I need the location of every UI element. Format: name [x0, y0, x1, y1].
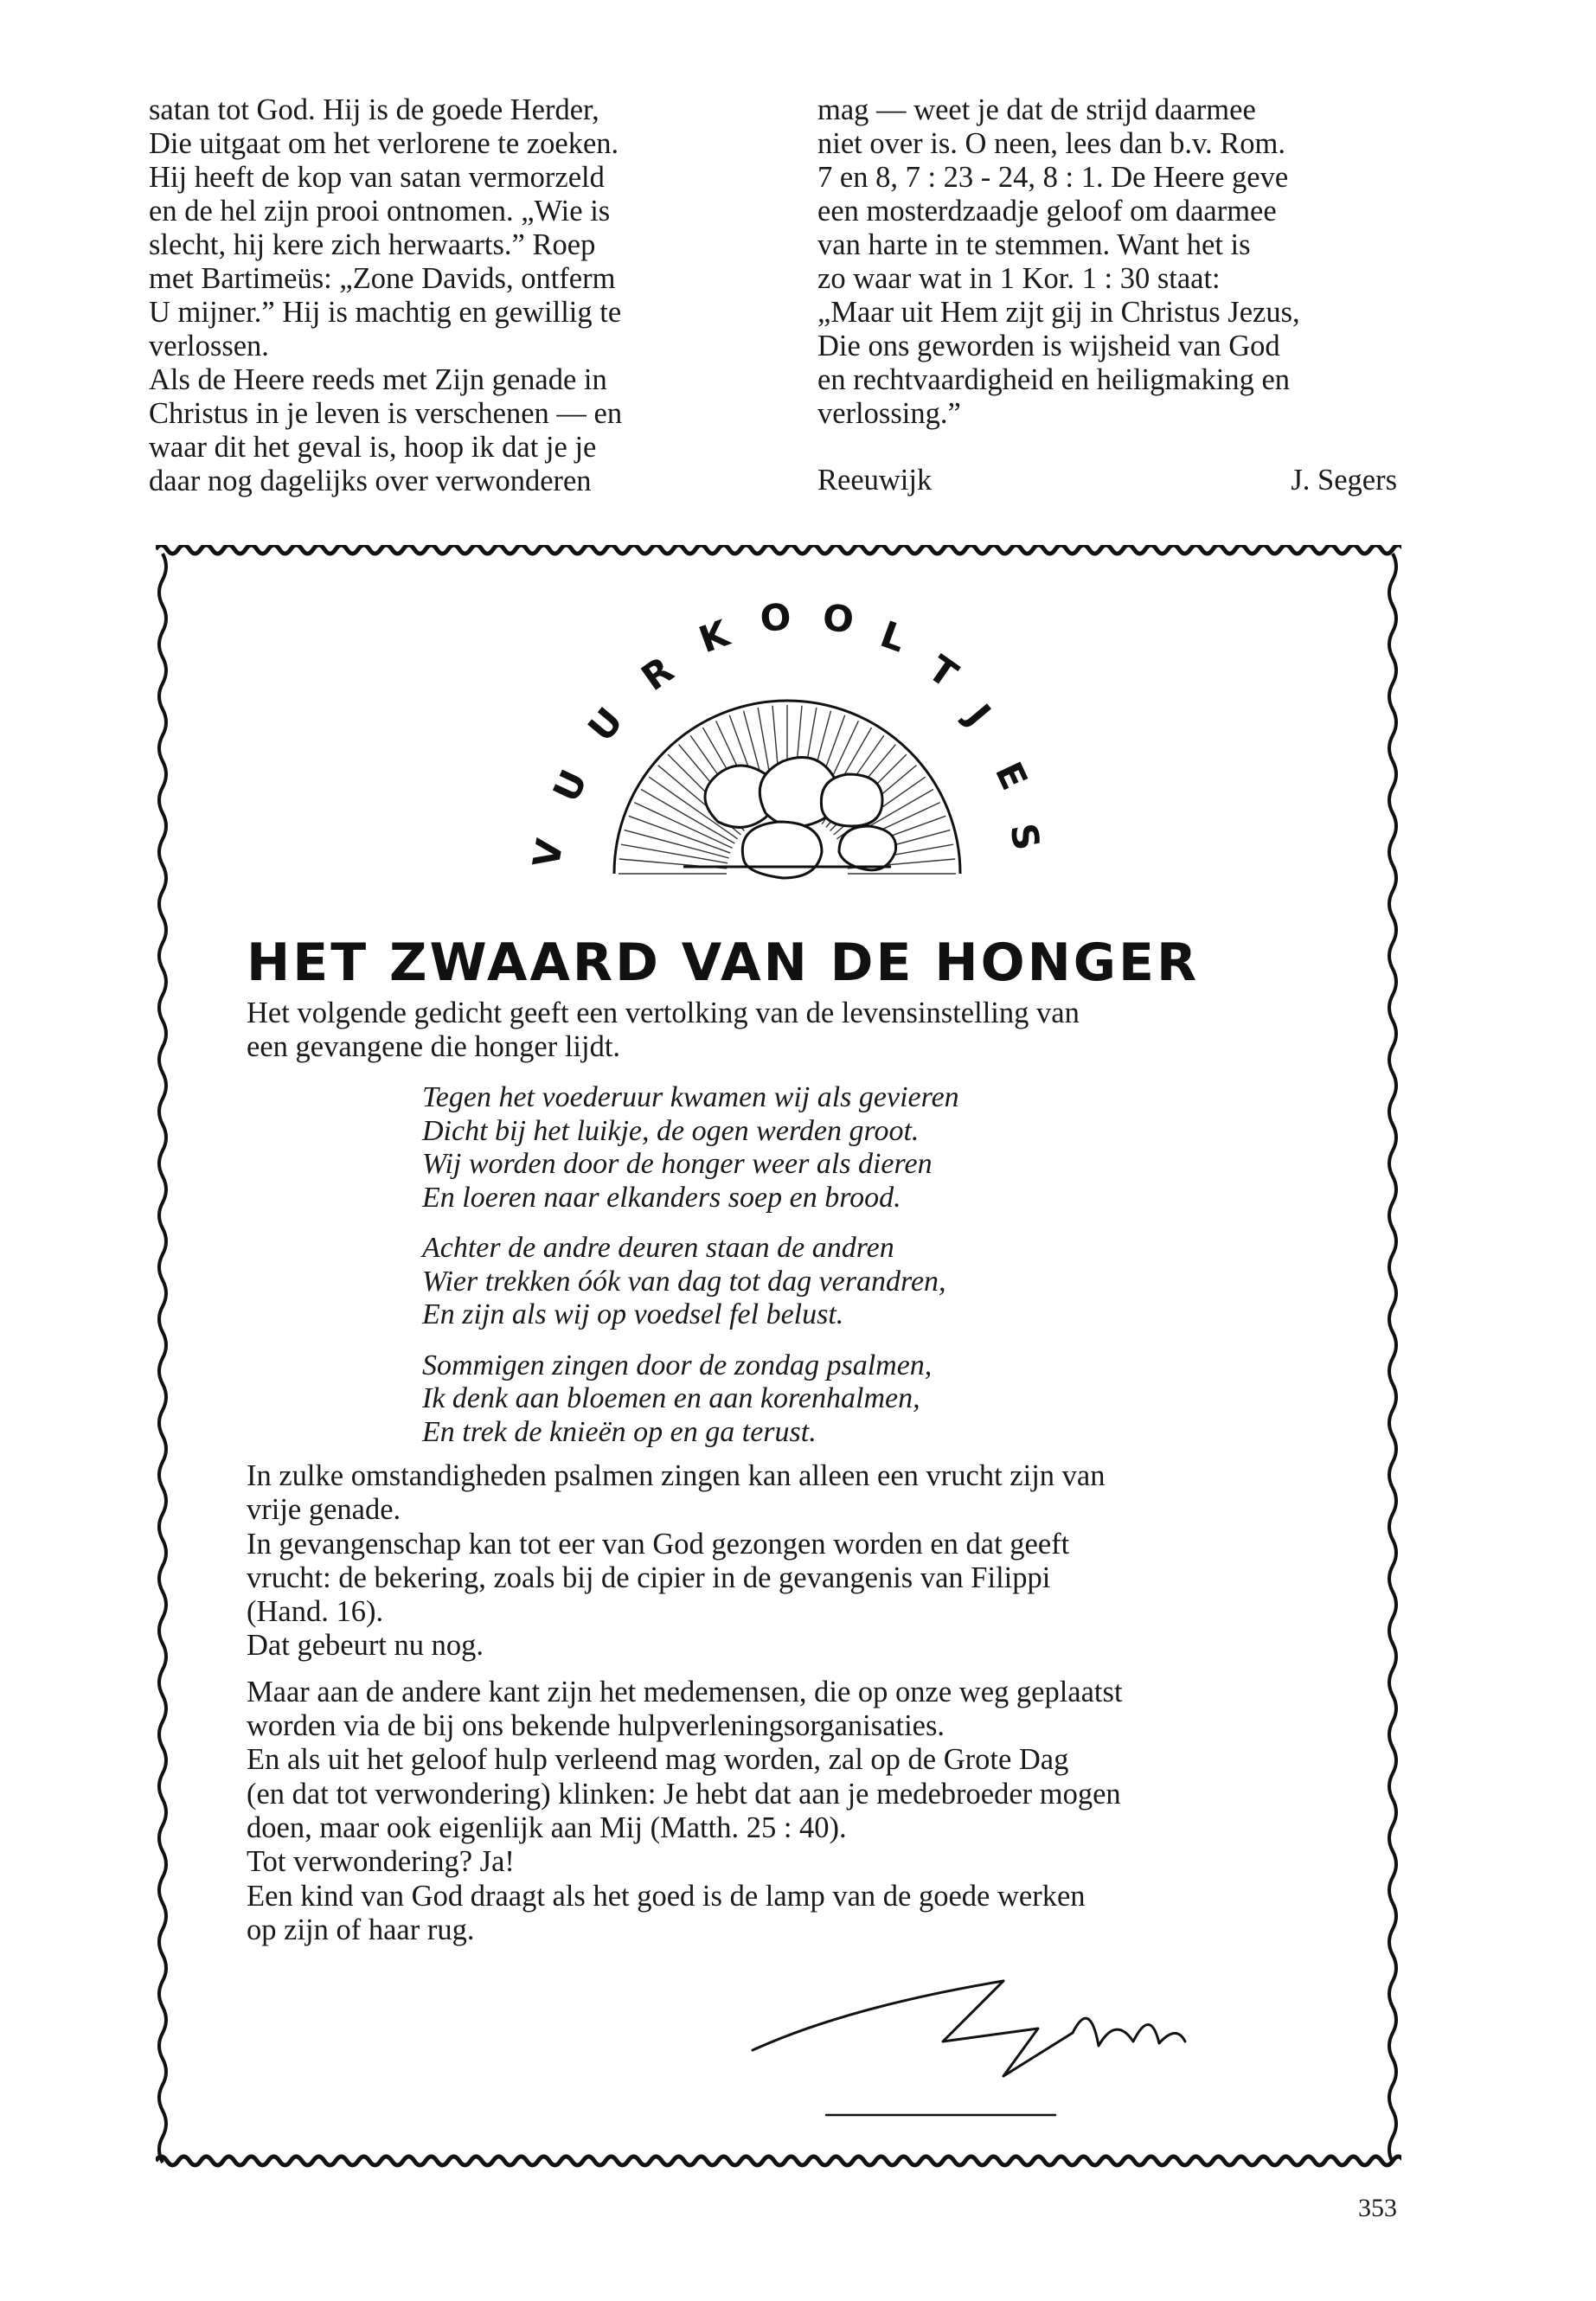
- logo-letter: R: [633, 648, 682, 700]
- text-line: en rechtvaardigheid en heiligmaking en: [817, 363, 1291, 396]
- text-line: doen, maar ook eigenlijk aan Mij (Matth. 25 : 40).: [247, 1811, 847, 1844]
- logo-letter: T: [920, 647, 965, 696]
- text-line: Een kind van God draagt als het goed is de lamp van de goede werken: [247, 1879, 1086, 1913]
- text-line: van harte in te stemmen. Want het is: [817, 228, 1251, 261]
- logo-letter: O: [758, 595, 793, 640]
- logo-ray: [629, 816, 730, 853]
- text-line: Tot verwondering? Ja!: [247, 1845, 515, 1879]
- byline-place: Reeuwijk: [817, 464, 933, 497]
- text-line: waar dit het geval is, hoop ik dat je je: [149, 431, 597, 464]
- poem-line: Wier trekken óók van dag tot dag verandren,: [422, 1265, 946, 1298]
- text-line: met Bartimeüs: „Zone Davids, ontferm: [149, 262, 616, 295]
- intro-paragraph: [247, 997, 1319, 1064]
- logo-letter: S: [1002, 820, 1048, 854]
- text-line: In zulke omstandigheden psalmen zingen kan alleen een vrucht zijn van: [247, 1459, 1106, 1492]
- text-line: „Maar uit Hem zijt gij in Christus Jezus,: [817, 296, 1300, 329]
- text-line: Dat gebeurt nu nog.: [247, 1629, 484, 1663]
- text-line: een gevangene die honger lijdt.: [247, 1030, 621, 1063]
- text-line: In gevangenschap kan tot eer van God gezongen worden en dat geeft: [247, 1527, 1070, 1561]
- text-line: verlossing.”: [817, 397, 961, 430]
- poem-line: Tegen het voederuur kwamen wij als gevieren: [422, 1081, 959, 1113]
- poem-line: Wij worden door de honger weer als dieren: [422, 1148, 933, 1180]
- text-line: slecht, hij kere zich herwaarts.” Roep: [149, 228, 596, 261]
- poem-line: En zijn als wij op voedsel fel belust.: [422, 1298, 844, 1330]
- text-line: en de hel zijn prooi ontnomen. „Wie is: [149, 195, 611, 228]
- text-line: En als uit het geloof hulp verleend mag worden, zal op de Grote Dag: [247, 1743, 1069, 1777]
- left-column-text: [149, 93, 746, 498]
- text-line: satan tot God. Hij is de goede Herder,: [149, 93, 599, 126]
- poem-line: En trek de knieën op en ga terust.: [422, 1415, 817, 1448]
- body-paragraph: [247, 1676, 1319, 1947]
- text-line: mag — weet je dat de strijd daarmee: [817, 93, 1256, 126]
- poem-stanza: [422, 1081, 959, 1215]
- text-line: (Hand. 16).: [247, 1595, 384, 1629]
- logo-letter: U: [580, 699, 631, 750]
- text-line: Die uitgaat om het verlorene te zoeken.: [149, 127, 619, 160]
- text-line: verlossen.: [149, 330, 269, 362]
- page-number: 353: [1358, 2194, 1397, 2222]
- logo-letter: O: [821, 596, 856, 642]
- logo-letter: E: [986, 755, 1036, 797]
- vuurkooltjes-logo: [484, 588, 1090, 908]
- article-body: [247, 1459, 1319, 1959]
- right-column-text: [817, 93, 1414, 497]
- poem-line: Achter de andre deuren staan de andren: [422, 1232, 894, 1264]
- logo-letter: K: [693, 612, 735, 662]
- logo-letter: U: [544, 763, 596, 809]
- poem-stanza: [422, 1349, 959, 1450]
- text-line: niet over is. O neen, lees dan b.v. Rom.: [817, 127, 1286, 160]
- article-heading: HET ZWAARD VAN DE HONGER: [247, 933, 1200, 993]
- logo-letter: V: [524, 836, 572, 871]
- poem-line: Ik denk aan bloemen en aan korenhalmen,: [422, 1382, 920, 1414]
- text-line: zo waar wat in 1 Kor. 1 : 30 staat:: [817, 262, 1221, 295]
- text-line: (en dat tot verwondering) klinken: Je hebt dat aan je medebroeder mogen: [247, 1777, 1121, 1811]
- byline: [817, 464, 1397, 497]
- byline-author: J. Segers: [1291, 464, 1397, 497]
- text-line: Maar aan de andere kant zijn het medemensen, die op onze weg geplaatst: [247, 1675, 1123, 1708]
- poem-stanza: [422, 1232, 959, 1332]
- text-line: U mijner.” Hij is machtig en gewillig te: [149, 296, 622, 329]
- text-line: 7 en 8, 7 : 23 - 24, 8 : 1. De Heere geve: [817, 161, 1289, 194]
- handwritten-signature: [744, 1946, 1280, 2128]
- poem-line: En loeren naar elkanders soep en brood.: [422, 1181, 901, 1214]
- text-line: Hij heeft de kop van satan vermorzeld: [149, 161, 605, 194]
- logo-letter: J: [958, 695, 999, 734]
- text-line: Christus in je leven is verschenen — en: [149, 397, 623, 430]
- text-line: op zijn of haar rug.: [247, 1913, 475, 1946]
- logo-coals: [683, 758, 896, 879]
- text-line: daar nog dagelijks over verwonderen: [149, 465, 592, 497]
- text-line: Die ons geworden is wijsheid van God: [817, 330, 1280, 362]
- text-line: worden via de bij ons bekende hulpverleningsorganisaties.: [247, 1709, 945, 1743]
- text-line: een mosterdzaadje geloof om daarmee: [817, 195, 1277, 228]
- text-line: vrucht: de bekering, zoals bij de cipier in de gevangenis van Filippi: [247, 1561, 1051, 1594]
- text-line: Het volgende gedicht geeft een vertolking van de levensinstelling van: [247, 997, 1080, 1029]
- poem-line: Dicht bij het luikje, de ogen werden groot.: [422, 1114, 920, 1147]
- logo-letter: L: [875, 612, 912, 661]
- poem: [422, 1081, 959, 1466]
- text-line: Als de Heere reeds met Zijn genade in: [149, 363, 607, 396]
- text-line: vrije genade.: [247, 1493, 401, 1527]
- body-paragraph: [247, 1459, 1319, 1663]
- poem-line: Sommigen zingen door de zondag psalmen,: [422, 1349, 933, 1381]
